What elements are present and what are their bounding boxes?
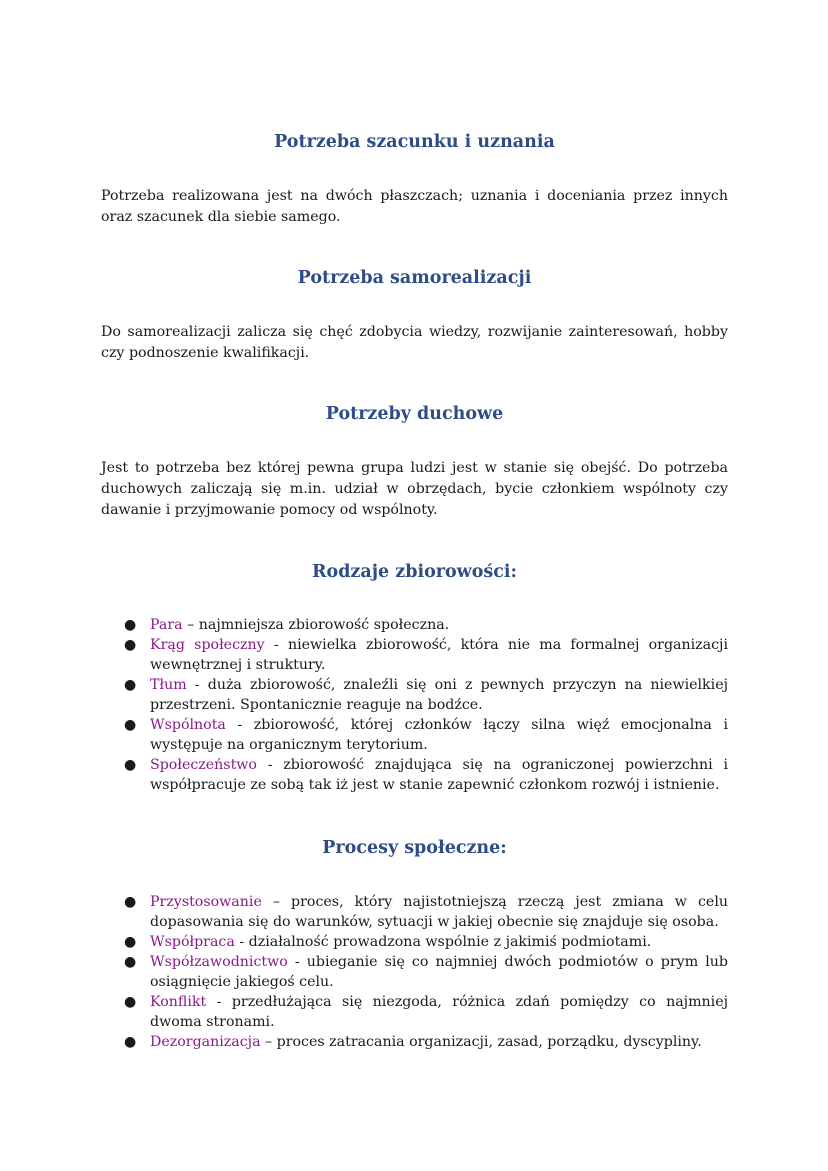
term: Dezorganizacja — [150, 1034, 261, 1050]
paragraph-duchowe: Jest to potrzeba bez której pewna grupa ludzi jest w stanie się obejść. Do potrzeba duchowych zaliczają się m.in. udział w obrzędach, bycie członkiem wspólnoty czy dawanie i przyjmowanie pomocy od wspólnoty. — [101, 460, 728, 518]
bullet-dot-icon: ● — [124, 934, 137, 950]
definition: – najmniejsza zbiorowość społeczna. — [182, 617, 450, 633]
list-item — [101, 615, 728, 635]
definition: - ubieganie się co najmniej dwóch podmiotów o prym lub osiągnięcie jakiegoś celu. — [150, 954, 728, 990]
list-item — [101, 1032, 728, 1052]
definition: – proces, który najistotniejszą rzeczą jest zmiana w celu dopasowania się do warunków, sytuacji w jakiej obecnie się znajduje się osoba. — [150, 894, 728, 930]
list-zbiorowosci — [101, 615, 728, 795]
definition: - zbiorowość znajdująca się na ograniczonej powierzchni i współpracuje ze sobą tak iż jest w stanie zapewnić członkom rozwój i istnienie. — [150, 757, 728, 793]
heading-szacunek: Potrzeba szacunku i uznania — [274, 132, 555, 152]
list-item — [101, 755, 728, 795]
list-item — [101, 675, 728, 715]
bullet-dot-icon: ● — [124, 677, 137, 693]
definition: – proces zatracania organizacji, zasad, porządku, dyscypliny. — [260, 1034, 702, 1050]
term: Konflikt — [150, 994, 207, 1010]
list-item — [101, 952, 728, 992]
paragraph-szacunek: Potrzeba realizowana jest na dwóch płaszczach; uznania i doceniania przez innych oraz szacunek dla siebie samego. — [101, 188, 728, 225]
list-item — [101, 715, 728, 755]
term: Para — [150, 617, 183, 633]
list-item — [101, 992, 728, 1032]
bullet-dot-icon: ● — [124, 717, 137, 733]
bullet-dot-icon: ● — [124, 954, 137, 970]
term: Współzawodnictwo — [150, 954, 288, 970]
term: Tłum — [150, 677, 187, 693]
bullet-dot-icon: ● — [124, 637, 137, 653]
term: Współpraca — [150, 934, 235, 950]
term: Krąg społeczny — [150, 637, 265, 653]
heading-duchowe: Potrzeby duchowe — [325, 404, 504, 424]
list-item — [101, 892, 728, 932]
list-item — [101, 932, 728, 952]
bullet-dot-icon: ● — [124, 1034, 137, 1050]
term: Przystosowanie — [150, 894, 262, 910]
term: Wspólnota — [150, 717, 226, 733]
term: Społeczeństwo — [150, 757, 257, 773]
heading-procesy: Procesy społeczne: — [322, 838, 507, 858]
heading-samorealizacja: Potrzeba samorealizacji — [297, 268, 532, 288]
definition: - zbiorowość, której członków łączy silna więź emocjonalna i występuje na organicznym terytorium. — [150, 717, 728, 753]
definition: - niewielka zbiorowość, która nie ma formalnej organizacji wewnętrznej i struktury. — [150, 637, 728, 673]
list-procesy — [101, 892, 728, 1052]
definition: - przedłużająca się niezgoda, różnica zdań pomiędzy co najmniej dwoma stronami. — [150, 994, 728, 1030]
bullet-dot-icon: ● — [124, 617, 137, 633]
heading-zbiorowosci: Rodzaje zbiorowości: — [311, 562, 518, 582]
paragraph-samorealizacja: Do samorealizacji zalicza się chęć zdobycia wiedzy, rozwijanie zainteresowań, hobby czy podnoszenie kwalifikacji. — [101, 324, 728, 361]
definition: - duża zbiorowość, znaleźli się oni z pewnych przyczyn na niewielkiej przestrzeni. Spontanicznie reaguje na bodźce. — [150, 677, 728, 713]
bullet-dot-icon: ● — [124, 994, 137, 1010]
list-item — [101, 635, 728, 675]
definition: - działalność prowadzona wspólnie z jakimiś podmiotami. — [234, 934, 652, 950]
bullet-dot-icon: ● — [124, 757, 137, 773]
bullet-dot-icon: ● — [124, 894, 137, 910]
